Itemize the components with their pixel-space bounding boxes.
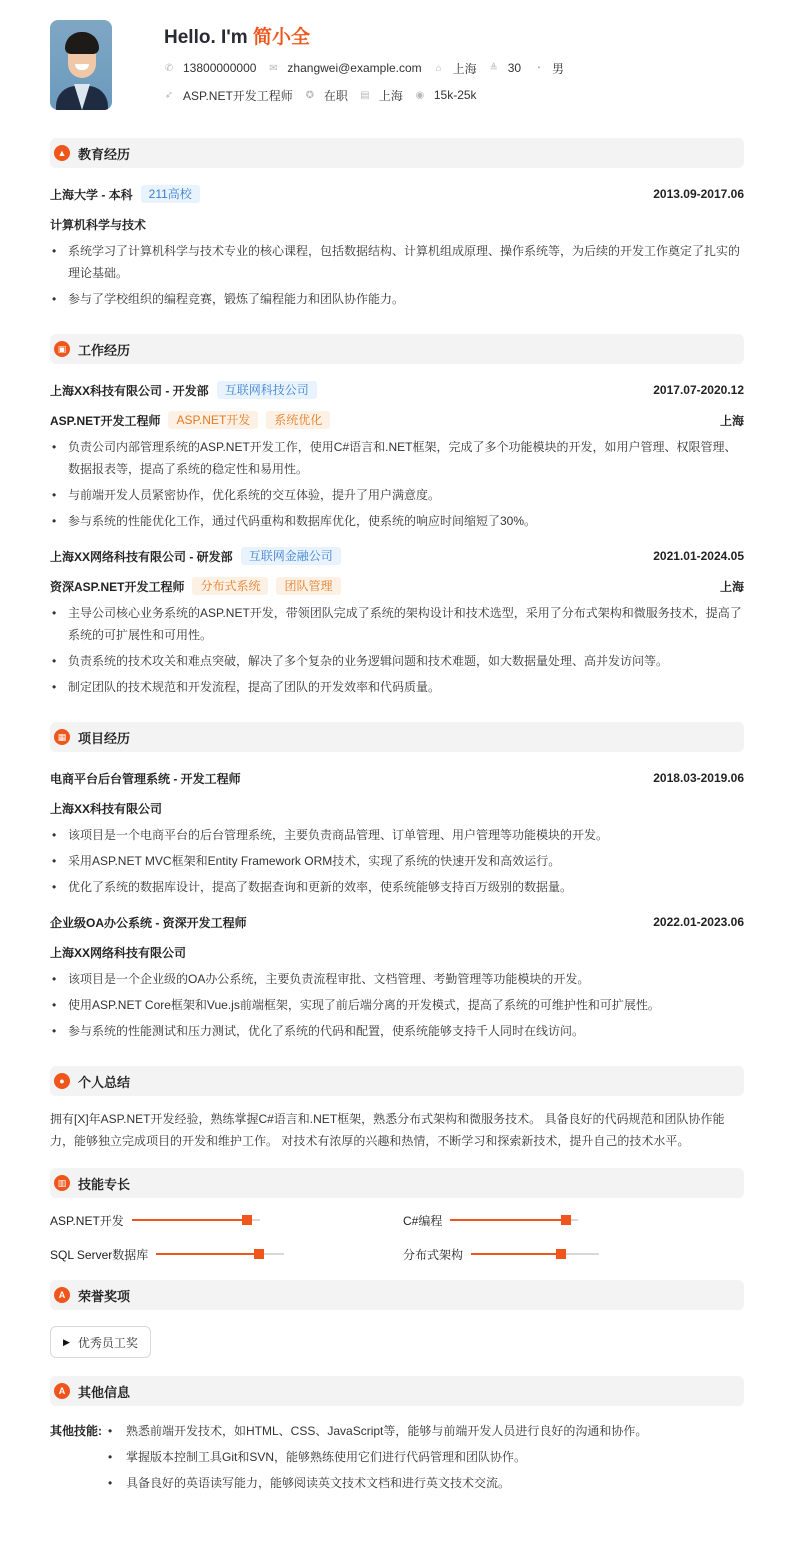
slider-thumb[interactable] bbox=[556, 1249, 566, 1259]
slider-thumb[interactable] bbox=[242, 1215, 252, 1225]
resume-header bbox=[50, 20, 744, 124]
phone-value: 13800000000 bbox=[183, 61, 257, 75]
gender-item bbox=[533, 60, 564, 77]
list-item: • 负责公司内部管理系统的ASP.NET开发工作，使用C#语言和.NET框架，完成了多个功能模块的开发，如用户管理、权限管理、数据报表等，提高了系统的稳定性和易用性。 bbox=[50, 436, 744, 480]
slider-thumb[interactable] bbox=[561, 1215, 571, 1225]
phone-icon: ✆ bbox=[164, 62, 174, 74]
date-range: 2022.01-2023.06 bbox=[653, 915, 744, 929]
bullet-list bbox=[50, 240, 744, 310]
award-icon: A bbox=[54, 1287, 70, 1303]
company-name: 上海XX科技有限公司 - 开发部 bbox=[50, 383, 209, 398]
contact-row bbox=[164, 60, 576, 76]
award-label: 优秀员工奖 bbox=[77, 1335, 138, 1350]
salary-item bbox=[415, 88, 477, 102]
age-icon: ≜ bbox=[489, 62, 498, 74]
section-title: 荣誉奖项 bbox=[78, 1288, 131, 1304]
education-section-header bbox=[50, 138, 744, 168]
list-item: • 参与系统的性能测试和压力测试，优化了系统的代码和配置，使系统能够支持千人同时在线访问。 bbox=[50, 1020, 744, 1042]
section-title: 项目经历 bbox=[78, 730, 131, 746]
email-value: zhangwei@example.com bbox=[287, 61, 422, 75]
list-item: • 参与系统的性能优化工作，通过代码重构和数据库优化，使系统的响应时间缩短了30%。 bbox=[50, 510, 744, 532]
skill-label: 分布式架构 bbox=[403, 1247, 464, 1262]
bullet-list bbox=[50, 436, 744, 532]
skill-tag: 团队管理 bbox=[276, 577, 340, 595]
section-title: 其他信息 bbox=[78, 1384, 131, 1400]
list-item: • 熟悉前端开发技术，如HTML、CSS、JavaScript等，能够与前端开发人员进行良好的沟通和协作。 bbox=[106, 1420, 647, 1442]
gender-value: 男 bbox=[552, 61, 565, 76]
phone-item bbox=[164, 61, 256, 75]
city-value: 上海 bbox=[378, 88, 403, 103]
salary-icon: ◉ bbox=[415, 89, 425, 101]
job-intent-row bbox=[164, 87, 576, 103]
bar-chart-icon: ▥ bbox=[54, 1175, 70, 1191]
skill-slider[interactable] bbox=[156, 1250, 284, 1258]
bullet-list bbox=[50, 824, 744, 898]
list-item: • 该项目是一个电商平台的后台管理系统，主要负责商品管理、订单管理、用户管理等功能模块的开发。 bbox=[50, 824, 744, 846]
status-value: 在职 bbox=[323, 88, 348, 103]
list-item: • 参与了学校组织的编程竞赛，锻炼了编程能力和团队协作能力。 bbox=[50, 288, 744, 310]
slider-thumb[interactable] bbox=[254, 1249, 264, 1259]
user-icon: ● bbox=[54, 1073, 70, 1089]
other-section-header bbox=[50, 1376, 744, 1406]
section-title: 工作经历 bbox=[78, 342, 131, 358]
list-item: • 该项目是一个企业级的OA办公系统，主要负责流程审批、文档管理、考勤管理等功能模块的开发。 bbox=[50, 968, 744, 990]
other-skills bbox=[50, 1420, 744, 1498]
status-item bbox=[305, 87, 348, 104]
position-title: 资深ASP.NET开发工程师 bbox=[50, 579, 185, 594]
home-value: 上海 bbox=[452, 61, 477, 76]
company-name: 上海XX网络科技有限公司 - 研发部 bbox=[50, 549, 233, 564]
status-icon: ✪ bbox=[305, 89, 314, 101]
age-value: 30 bbox=[507, 61, 522, 75]
graduation-cap-icon: ▲ bbox=[54, 145, 70, 161]
skill-tag: ASP.NET开发 bbox=[168, 411, 258, 429]
list-item: • 具备良好的英语读写能力，能够阅读英文技术文档和进行英文技术交流。 bbox=[106, 1472, 647, 1494]
list-item: • 制定团队的技术规范和开发流程，提高了团队的开发效率和代码质量。 bbox=[50, 676, 744, 698]
age-item bbox=[489, 61, 521, 75]
list-item: • 主导公司核心业务系统的ASP.NET开发，带领团队完成了系统的架构设计和技术选型，采用了分布式架构和微服务技术，提高了系统的可扩展性和可用性。 bbox=[50, 602, 744, 646]
summary-text: 拥有[X]年ASP.NET开发经验，熟练掌握C#语言和.NET框架，熟悉分布式架构和微服务技术。 具备良好的代码规范和团队协作能力，能够独立完成项目的开发和维护工作。 对技术有浓厚的兴趣和热情，不断学习和探索新技术，提升自己的技术水平。 bbox=[50, 1112, 725, 1148]
skill-tag: 系统优化 bbox=[266, 411, 330, 429]
gender-icon: ◔ bbox=[535, 62, 542, 74]
list-item: • 优化了系统的数据库设计，提高了数据查询和更新的效率，使系统能够支持百万级别的数据量。 bbox=[50, 876, 744, 898]
section-title: 教育经历 bbox=[78, 146, 131, 162]
skill-slider[interactable] bbox=[471, 1250, 599, 1258]
industry-tag: 互联网金融公司 bbox=[241, 547, 341, 565]
grid-icon: ▦ bbox=[54, 729, 70, 745]
email-item bbox=[268, 61, 421, 75]
skill-item bbox=[403, 1210, 743, 1230]
project-item bbox=[50, 912, 744, 1042]
skill-label: C#编程 bbox=[403, 1213, 443, 1228]
triangle-right-icon: ▶ bbox=[63, 1336, 70, 1347]
date-range: 2017.07-2020.12 bbox=[653, 383, 744, 397]
header-info bbox=[164, 20, 576, 103]
project-name: 企业级OA办公系统 - 资深开发工程师 bbox=[50, 915, 247, 930]
project-name: 电商平台后台管理系统 - 开发工程师 bbox=[50, 771, 241, 786]
skill-item bbox=[50, 1210, 403, 1230]
greeting-title bbox=[164, 22, 576, 48]
skill-label: SQL Server数据库 bbox=[50, 1247, 149, 1262]
skills-grid bbox=[50, 1210, 744, 1264]
position-icon: ➶ bbox=[164, 89, 174, 101]
info-icon: A bbox=[54, 1383, 70, 1399]
salary-value: 15k-25k bbox=[433, 88, 477, 102]
home-item bbox=[434, 60, 477, 77]
award-expand-button[interactable] bbox=[50, 1326, 151, 1358]
school-tag: 211高校 bbox=[141, 185, 200, 203]
skill-slider[interactable] bbox=[132, 1216, 260, 1224]
section-title: 个人总结 bbox=[78, 1074, 131, 1090]
briefcase-icon: ▣ bbox=[54, 341, 70, 357]
date-range: 2021.01-2024.05 bbox=[653, 549, 744, 563]
list-item: • 使用ASP.NET Core框架和Vue.js前端框架，实现了前后端分离的开发模式，提高了系统的可维护性和可扩展性。 bbox=[50, 994, 744, 1016]
candidate-name: 简小全 bbox=[252, 27, 310, 48]
project-item bbox=[50, 768, 744, 898]
industry-tag: 互联网科技公司 bbox=[217, 381, 317, 399]
education-item bbox=[50, 184, 744, 310]
city-icon: ▤ bbox=[360, 89, 370, 101]
home-icon: ⌂ bbox=[435, 62, 442, 74]
summary-section-header bbox=[50, 1066, 744, 1096]
project-company: 上海XX网络科技有限公司 bbox=[50, 945, 187, 960]
list-item: • 与前端开发人员紧密协作，优化系统的交互体验，提升了用户满意度。 bbox=[50, 484, 744, 506]
position-title: ASP.NET开发工程师 bbox=[50, 413, 161, 428]
position-value: ASP.NET开发工程师 bbox=[183, 88, 293, 103]
other-skills-label: 其他技能: bbox=[50, 1424, 102, 1438]
bullet-list bbox=[106, 1420, 647, 1498]
skill-tag: 分布式系统 bbox=[192, 577, 268, 595]
work-item bbox=[50, 380, 744, 532]
position-item bbox=[164, 87, 293, 104]
work-item bbox=[50, 546, 744, 698]
location: 上海 bbox=[719, 579, 744, 594]
skill-item bbox=[403, 1244, 743, 1264]
major: 计算机科学与技术 bbox=[50, 217, 147, 232]
avatar bbox=[50, 20, 112, 110]
skill-label: ASP.NET开发 bbox=[50, 1213, 124, 1228]
skills-section-header bbox=[50, 1168, 744, 1198]
list-item: • 系统学习了计算机科学与技术专业的核心课程，包括数据结构、计算机组成原理、操作系统等，为后续的开发工作奠定了扎实的理论基础。 bbox=[50, 240, 744, 284]
city-item bbox=[360, 87, 403, 104]
awards-section-header bbox=[50, 1280, 744, 1310]
project-company: 上海XX科技有限公司 bbox=[50, 801, 163, 816]
school-name: 上海大学 - 本科 bbox=[50, 187, 133, 202]
list-item: • 负责系统的技术攻关和难点突破，解决了多个复杂的业务逻辑问题和技术难题，如大数据量处理、高并发访问等。 bbox=[50, 650, 744, 672]
bullet-list bbox=[50, 602, 744, 698]
skill-slider[interactable] bbox=[450, 1216, 578, 1224]
date-range: 2018.03-2019.06 bbox=[653, 771, 744, 785]
date-range: 2013.09-2017.06 bbox=[653, 187, 744, 201]
projects-section-header bbox=[50, 722, 744, 752]
bullet-list bbox=[50, 968, 744, 1042]
list-item: • 掌握版本控制工具Git和SVN，能够熟练使用它们进行代码管理和团队协作。 bbox=[106, 1446, 647, 1468]
list-item: • 采用ASP.NET MVC框架和Entity Framework ORM技术，实现了系统的快速开发和高效运行。 bbox=[50, 850, 744, 872]
mail-icon: ✉ bbox=[269, 62, 278, 74]
location: 上海 bbox=[719, 413, 744, 428]
greeting-text: Hello. I'm bbox=[164, 27, 253, 48]
section-title: 技能专长 bbox=[78, 1176, 131, 1192]
skill-item bbox=[50, 1244, 403, 1264]
work-section-header bbox=[50, 334, 744, 364]
